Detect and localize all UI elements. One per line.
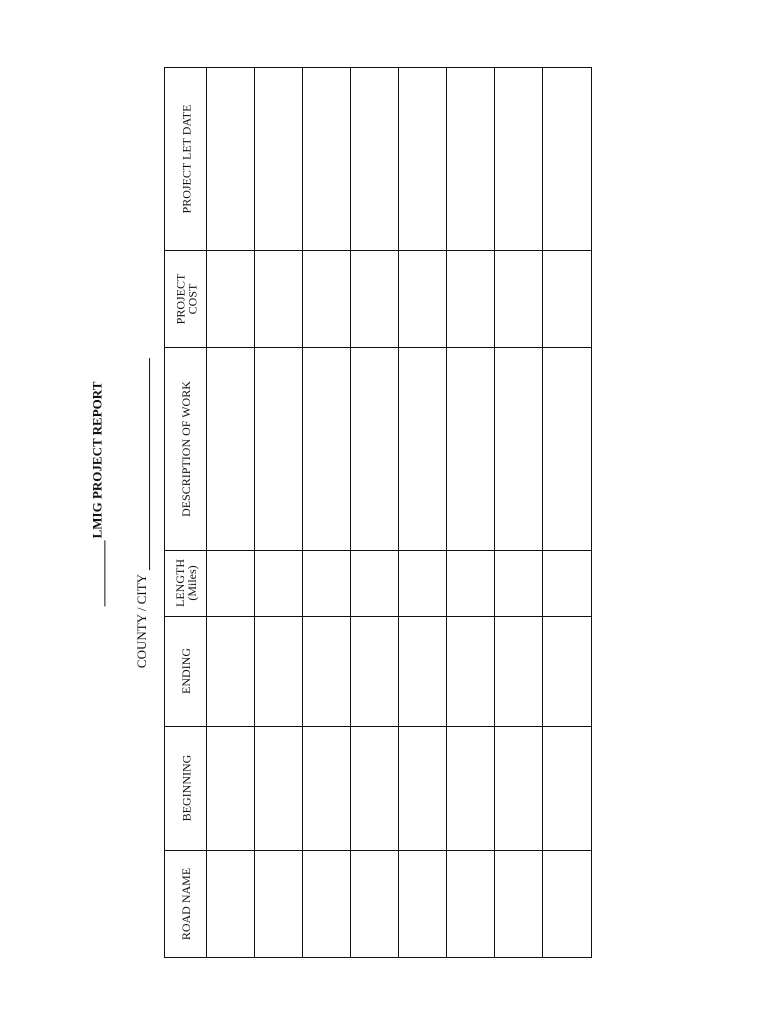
table-cell[interactable] [495,851,542,958]
column-header-label [180,648,192,694]
table-cell[interactable] [351,617,398,726]
county-city-block [132,348,152,678]
table-cell[interactable] [399,348,446,550]
table-cell[interactable] [495,348,542,550]
column-header-label [180,755,192,822]
county-city-field[interactable] [137,358,150,570]
table-cell[interactable] [543,251,590,347]
table-cell[interactable] [447,617,494,726]
column-header [165,851,207,958]
table-cell[interactable] [207,348,254,550]
column-header [165,617,207,726]
table-cell[interactable] [399,551,446,616]
report-title-block [88,372,106,616]
column-header [165,551,207,616]
table-cell[interactable] [543,348,590,550]
table-cell[interactable] [399,617,446,726]
county-city-label: COUNTY / CITY [134,573,149,669]
table-cell[interactable] [303,348,350,550]
table-cell[interactable] [399,68,446,250]
column-header-line1: DESCRIPTION OF WORK [179,380,194,517]
table-cell[interactable] [207,727,254,850]
year-blank-field[interactable] [92,540,105,606]
table-cell[interactable] [303,551,350,616]
column-header [165,68,207,250]
table-cell[interactable] [207,851,254,958]
table-cell[interactable] [351,251,398,347]
table-cell[interactable] [255,551,302,616]
column-header [165,727,207,850]
column-header-label [180,868,192,940]
table-cell[interactable] [543,617,590,726]
table-cell[interactable] [207,251,254,347]
table-cell[interactable] [447,551,494,616]
table-cell[interactable] [399,851,446,958]
project-table [164,67,592,958]
table-cell[interactable] [255,251,302,347]
report-title: LMIG PROJECT REPORT [89,381,105,539]
column-header [165,348,207,550]
table-cell[interactable] [207,68,254,250]
table-cell[interactable] [351,348,398,550]
table-cell[interactable] [447,851,494,958]
table-cell[interactable] [351,851,398,958]
table-cell[interactable] [255,727,302,850]
table-cell[interactable] [303,68,350,250]
table-cell[interactable] [351,68,398,250]
column-header-label [180,104,192,213]
table-cell[interactable] [543,551,590,616]
table-cell[interactable] [255,851,302,958]
table-cell[interactable] [351,551,398,616]
table-cell[interactable] [543,851,590,958]
table-cell[interactable] [303,617,350,726]
column-header [165,251,207,347]
table-cell[interactable] [255,68,302,250]
column-header-line1: PROJECT [173,273,187,325]
table-cell[interactable] [447,348,494,550]
table-cell[interactable] [303,251,350,347]
table-cell[interactable] [543,727,590,850]
table-cell[interactable] [495,617,542,726]
table-cell[interactable] [447,727,494,850]
table-cell[interactable] [495,251,542,347]
column-header-line1: ROAD NAME [179,868,193,941]
column-header-label [174,273,198,324]
table-cell[interactable] [447,251,494,347]
table-cell[interactable] [495,551,542,616]
column-header-label [174,559,198,607]
table-cell[interactable] [351,727,398,850]
table-cell[interactable] [447,68,494,250]
column-header-line1: LENGTH [173,559,187,608]
table-cell[interactable] [207,551,254,616]
table-cell[interactable] [399,727,446,850]
table-cell[interactable] [495,68,542,250]
table-cell[interactable] [303,727,350,850]
table-cell[interactable] [303,851,350,958]
column-header-line1: ENDING [179,648,193,695]
table-cell[interactable] [207,617,254,726]
column-header-line2: (Miles) [185,565,199,601]
table-cell[interactable] [255,348,302,550]
column-header-line2: COST [185,283,199,315]
table-cell[interactable] [399,251,446,347]
table-cell[interactable] [495,727,542,850]
table-cell[interactable] [255,617,302,726]
column-header-line1: BEGINNING [179,754,193,822]
table-cell[interactable] [543,68,590,250]
column-header-line1: PROJECT LET DATE [179,104,193,214]
column-header-label [180,381,192,517]
